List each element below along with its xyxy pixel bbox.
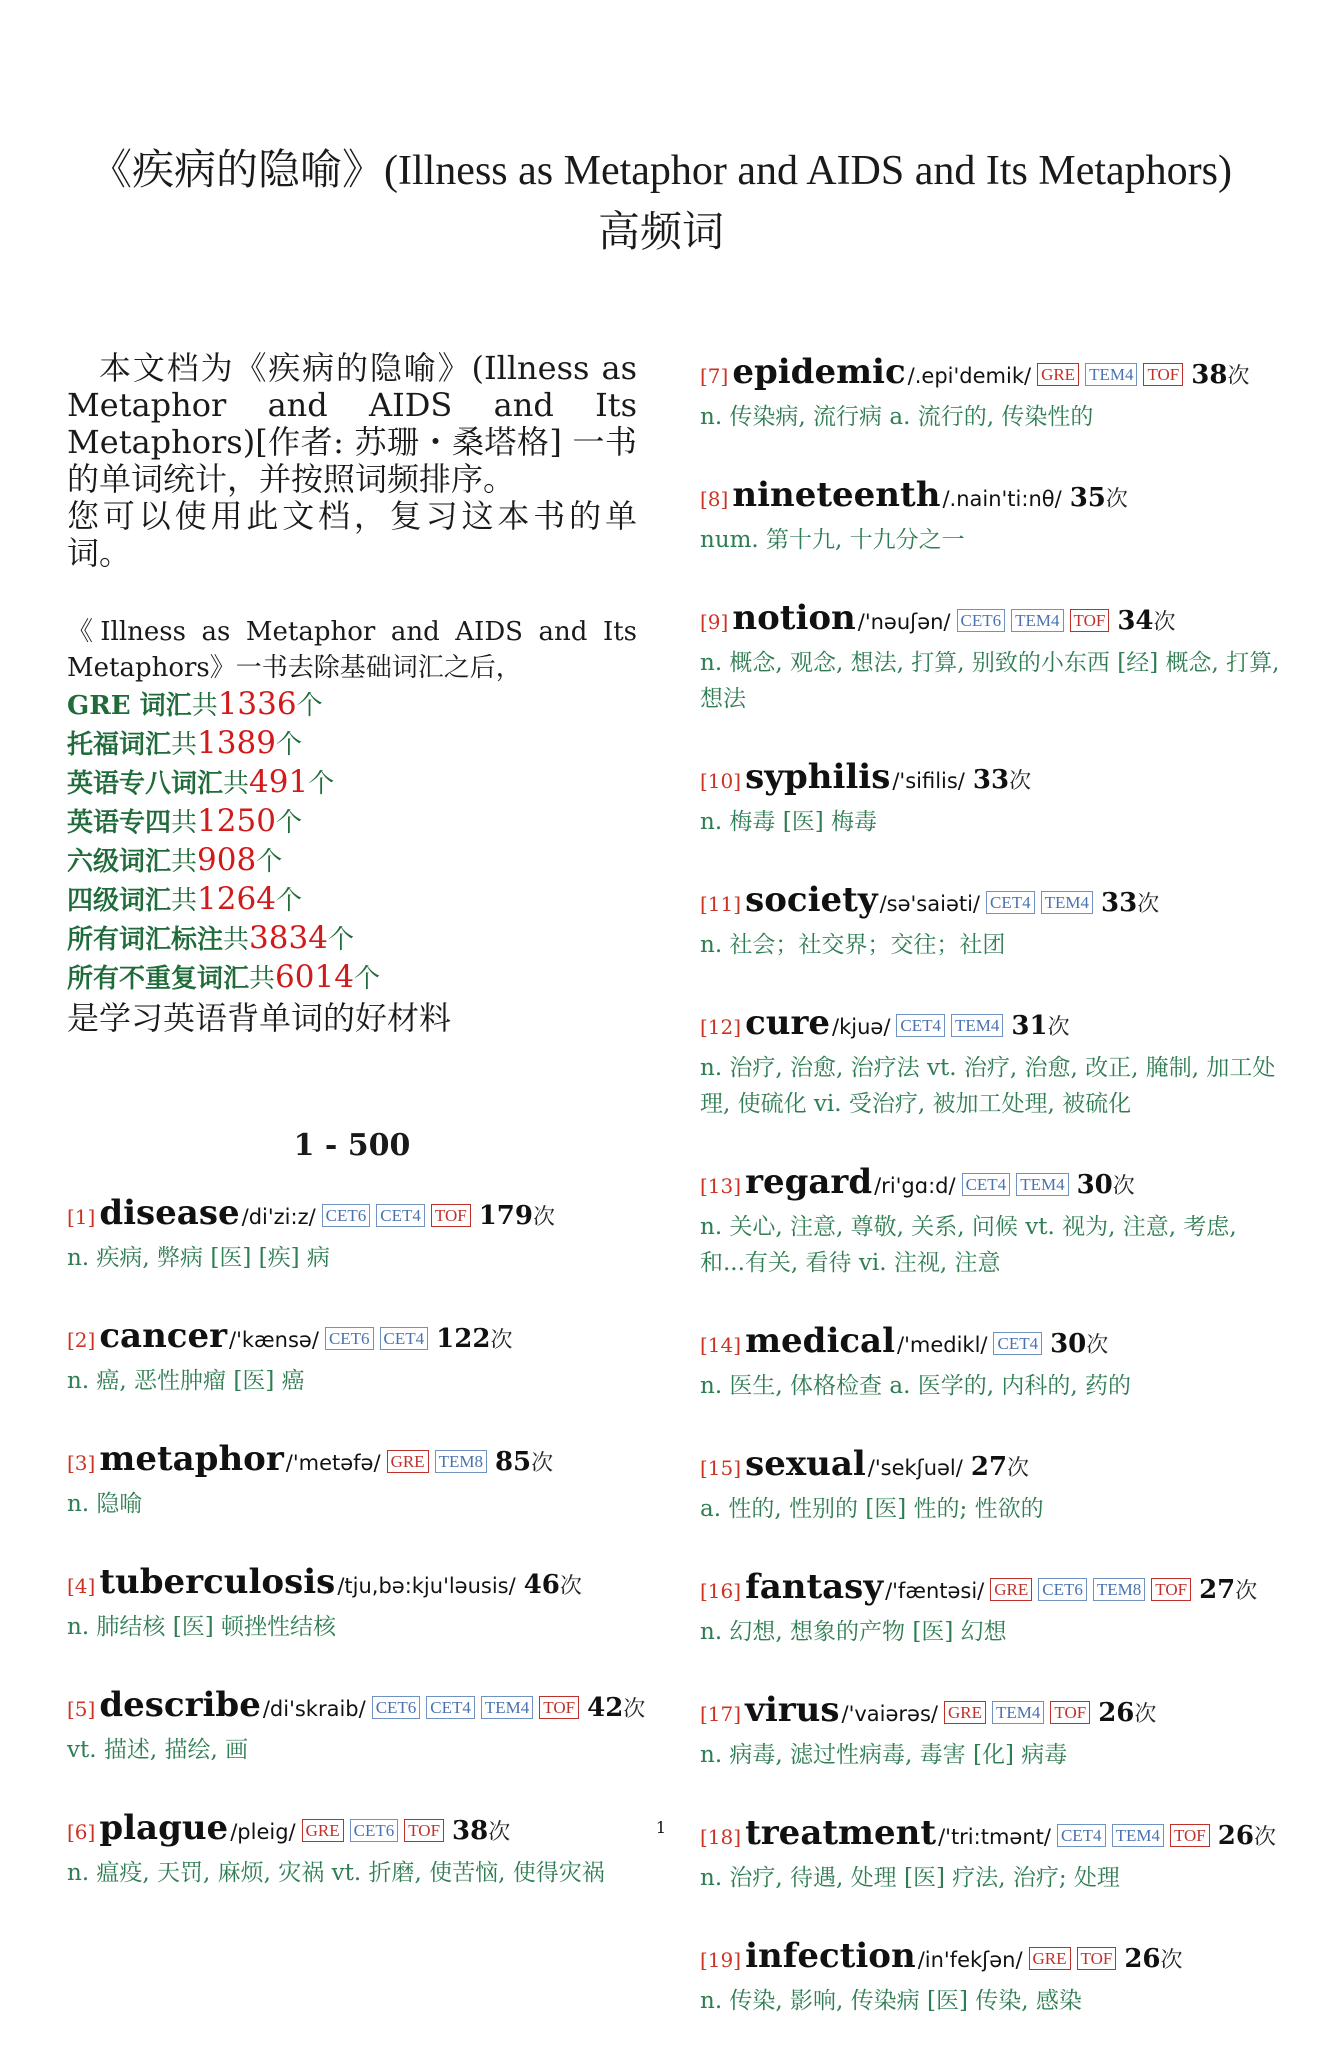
entry-tag-badge: TOF: [539, 1696, 579, 1719]
entry-tag-badge: CET4: [962, 1173, 1011, 1196]
entry-tag-badge: CET4: [896, 1014, 945, 1037]
entry-definition: num. 第十九, 十九分之一: [700, 527, 965, 553]
entry-count-unit: 次: [1160, 1948, 1183, 1973]
word-entry: [67, 1683, 646, 1768]
entry-head: [67, 1683, 646, 1732]
entry-tag-badge: GRE: [1037, 363, 1079, 386]
right-entry-list: [700, 350, 1280, 2019]
entry-tag-badge: CET4: [1057, 1824, 1106, 1847]
stat-unit: 个: [327, 925, 354, 955]
entry-pronunciation: /'sekʃuəl/: [867, 1456, 963, 1480]
word-entry: [700, 1934, 1280, 2019]
entry-count: 26: [1098, 1698, 1135, 1728]
entry-tag-badge: GRE: [1029, 1947, 1071, 1970]
entry-tag-badge: TEM4: [992, 1701, 1044, 1724]
entry-count-unit: 次: [1112, 1174, 1135, 1199]
entry-tag-badge: GRE: [944, 1701, 986, 1724]
entry-count: 30: [1076, 1170, 1113, 1200]
entry-word: tuberculosis: [99, 1562, 336, 1602]
entry-definition: n. 传染病, 流行病 a. 流行的, 传染性的: [700, 404, 1094, 430]
entry-count: 35: [1069, 483, 1106, 513]
entry-tag-badge: TOF: [1050, 1701, 1090, 1724]
entry-head: [67, 1314, 637, 1363]
entry-index: [13]: [700, 1174, 742, 1198]
entry-index: [1]: [67, 1205, 96, 1229]
entry-head: [700, 473, 1280, 522]
word-entry: [67, 1191, 637, 1276]
entry-tag-badge: TEM4: [951, 1014, 1003, 1037]
entry-index: [17]: [700, 1702, 742, 1726]
entry-tag-badge: CET6: [1038, 1578, 1087, 1601]
entry-tag-badge: CET4: [986, 891, 1035, 914]
word-entry: [700, 1688, 1280, 1773]
page-number: 1: [655, 1818, 667, 1837]
entry-count: 179: [478, 1201, 533, 1231]
entry-count-unit: 次: [1007, 1456, 1030, 1481]
entry-index: [2]: [67, 1328, 96, 1352]
stat-label: 所有不重复词汇: [67, 964, 250, 994]
stat-row: [67, 803, 637, 842]
entry-definition: n. 肺结核 [医] 顿挫性结核: [67, 1614, 337, 1640]
stat-unit: 个: [256, 847, 283, 877]
entry-count-unit: 次: [1047, 1015, 1070, 1040]
entry-word: infection: [745, 1936, 916, 1976]
stat-unit: 个: [308, 769, 335, 799]
closing-line: 是学习英语背单词的好材料: [67, 999, 452, 1037]
entry-head: [700, 596, 1280, 645]
entry-index: [16]: [700, 1579, 742, 1603]
entry-pronunciation: /'vaiərəs/: [841, 1702, 938, 1726]
book-line: 《Illness as Metaphor and AIDS and Its Metaphors》一书去除基础词汇之后，: [67, 617, 637, 683]
document-title: [0, 140, 1322, 264]
entry-count: 27: [1199, 1575, 1236, 1605]
stat-row: [67, 725, 637, 764]
entry-count: 85: [494, 1447, 532, 1477]
entry-head: [700, 1442, 1280, 1491]
entry-count: 46: [523, 1570, 560, 1600]
stat-mid: 共: [171, 730, 198, 760]
entry-count-unit: 次: [1105, 487, 1128, 512]
stats-list: [67, 686, 637, 998]
entry-definition: a. 性的, 性别的 [医] 性的; 性欲的: [700, 1496, 1044, 1522]
entry-tag-badge: CET4: [426, 1696, 475, 1719]
stat-mid: 共: [191, 691, 218, 721]
word-entry: [67, 1437, 637, 1522]
stat-label: GRE 词汇: [67, 691, 192, 721]
entry-index: [8]: [700, 487, 729, 511]
entry-pronunciation: /'nəuʃən/: [857, 610, 951, 634]
stat-label: 四级词汇: [67, 886, 172, 916]
entry-word: fantasy: [745, 1567, 884, 1607]
entry-definition: n. 传染, 影响, 传染病 [医] 传染, 感染: [700, 1988, 1082, 2014]
word-entry: [700, 1319, 1280, 1404]
entry-count-unit: 次: [1009, 769, 1032, 794]
entry-index: [9]: [700, 610, 729, 634]
entry-tag-badge: TOF: [1077, 1947, 1117, 1970]
entry-definition: n. 癌, 恶性肿瘤 [医] 癌: [67, 1368, 305, 1394]
stat-mid: 共: [223, 769, 250, 799]
entry-count: 26: [1124, 1944, 1161, 1974]
entry-definition: n. 医生, 体格检查 a. 医学的, 内科的, 药的: [700, 1373, 1131, 1399]
entry-tag-badge: TOF: [431, 1204, 471, 1227]
entry-pronunciation: /di'skraib/: [262, 1697, 366, 1721]
entry-pronunciation: /.epi'demik/: [907, 364, 1032, 388]
word-entry: [67, 1560, 637, 1645]
entry-pronunciation: /'kænsə/: [229, 1328, 319, 1352]
entry-head: [700, 878, 1280, 927]
entry-pronunciation: /pleig/: [230, 1820, 296, 1844]
stat-mid: 共: [171, 808, 198, 838]
entry-definition: n. 概念, 观念, 想法, 打算, 别致的小东西 [经] 概念, 打算, 想法: [700, 650, 1280, 712]
entry-tag-badge: TEM4: [1016, 1173, 1068, 1196]
word-entry: [700, 878, 1280, 963]
entry-pronunciation: /sə'saiəti/: [879, 892, 981, 916]
stat-count: 3834: [249, 920, 328, 956]
entry-head: [700, 1688, 1280, 1737]
entry-count: 33: [972, 765, 1010, 795]
entry-index: [19]: [700, 1948, 742, 1972]
entry-count-unit: 次: [1086, 1333, 1109, 1358]
stats-block: [67, 614, 637, 1038]
entry-pronunciation: /kjuə/: [832, 1015, 891, 1039]
entry-tag-badge: TEM4: [1011, 609, 1063, 632]
entry-head: [700, 1160, 1280, 1209]
entry-count-unit: 次: [1153, 610, 1176, 635]
entry-head: [67, 1560, 637, 1609]
entry-word: nineteenth: [732, 475, 941, 515]
entry-tag-badge: TEM4: [1085, 363, 1137, 386]
title-line-1: 《疾病的隐喻》(Illness as Metaphor and AIDS and Its Metaphors): [90, 148, 1232, 194]
stat-mid: 共: [171, 847, 198, 877]
entry-count: 42: [587, 1693, 624, 1723]
stat-label: 英语专四: [67, 808, 172, 838]
entry-count: 34: [1117, 606, 1154, 636]
stat-count: 908: [197, 842, 257, 878]
word-entry: [700, 473, 1280, 558]
entry-pronunciation: /'tri:tmənt/: [938, 1825, 1051, 1849]
entry-index: [12]: [700, 1015, 742, 1039]
entry-pronunciation: /di'zi:z/: [241, 1205, 316, 1229]
entry-tag-badge: TEM8: [1093, 1578, 1145, 1601]
entry-count: 38: [1191, 360, 1228, 390]
entry-pronunciation: /'fæntəsi/: [885, 1579, 985, 1603]
entry-tag-badge: CET6: [325, 1327, 374, 1350]
stat-count: 1336: [217, 686, 297, 722]
entry-pronunciation: /in'fekʃən/: [917, 1948, 1023, 1972]
entry-tag-badge: CET6: [350, 1819, 399, 1842]
entry-tag-badge: TEM8: [435, 1450, 487, 1473]
entry-count-unit: 次: [490, 1328, 513, 1353]
stat-count: 491: [249, 764, 309, 800]
stat-mid: 共: [223, 925, 250, 955]
entry-word: plague: [99, 1808, 229, 1848]
entry-definition: n. 隐喻: [67, 1491, 143, 1517]
entry-definition: n. 梅毒 [医] 梅毒: [700, 809, 878, 835]
entry-word: syphilis: [745, 757, 891, 797]
entry-count: 26: [1217, 1821, 1254, 1851]
entry-word: disease: [99, 1193, 240, 1233]
entry-count: 33: [1101, 888, 1138, 918]
entry-tag-badge: TOF: [1143, 363, 1183, 386]
entry-index: [6]: [67, 1820, 96, 1844]
entry-count-unit: 次: [1253, 1825, 1276, 1850]
entry-index: [3]: [67, 1451, 96, 1475]
entry-word: regard: [745, 1162, 873, 1202]
entry-head: [700, 1934, 1280, 1983]
word-entry: [700, 1001, 1280, 1122]
entry-count-unit: 次: [559, 1574, 582, 1599]
entry-count-unit: 次: [531, 1451, 554, 1476]
entry-head: [67, 1191, 637, 1240]
entry-pronunciation: /tju,bə:kju'ləusis/: [337, 1574, 516, 1598]
entry-count-unit: 次: [1134, 1702, 1157, 1727]
entry-tag-badge: CET6: [957, 609, 1006, 632]
entry-count: 30: [1050, 1329, 1087, 1359]
entry-tag-badge: TOF: [1070, 609, 1110, 632]
entry-head: [700, 755, 1280, 804]
entry-index: [15]: [700, 1456, 742, 1480]
entry-word: virus: [745, 1690, 840, 1730]
entry-definition: n. 瘟疫, 天罚, 麻烦, 灾祸 vt. 折磨, 使苦恼, 使得灾祸: [67, 1860, 605, 1886]
entry-definition: n. 关心, 注意, 尊敬, 关系, 问候 vt. 视为, 注意, 考虑, 和...有关, 看待 vi. 注视, 注意: [700, 1214, 1237, 1276]
entry-word: cure: [745, 1003, 831, 1043]
entry-tag-badge: CET6: [322, 1204, 371, 1227]
entry-index: [14]: [700, 1333, 742, 1357]
entry-pronunciation: /'sifilis/: [892, 769, 965, 793]
right-column: [700, 350, 1280, 2057]
entry-word: describe: [99, 1685, 261, 1725]
entry-index: [5]: [67, 1697, 96, 1721]
stat-row: [67, 881, 637, 920]
stat-mid: 共: [249, 964, 276, 994]
entry-tag-badge: CET6: [372, 1696, 421, 1719]
entry-word: notion: [732, 598, 856, 638]
stat-label: 英语专八词汇: [67, 769, 224, 799]
stat-row: [67, 764, 637, 803]
stat-count: 1250: [197, 803, 276, 839]
stat-count: 1389: [197, 725, 276, 761]
entry-tag-badge: CET4: [993, 1332, 1042, 1355]
stat-count: 1264: [197, 881, 276, 917]
entry-word: metaphor: [99, 1439, 284, 1479]
entry-count-unit: 次: [1137, 892, 1160, 917]
title-line-2: 高频词: [597, 210, 724, 256]
entry-head: [700, 350, 1280, 399]
entry-definition: n. 社会；社交界；交往；社团: [700, 932, 1006, 958]
entry-word: society: [745, 880, 878, 920]
entry-pronunciation: /.nain'ti:nθ/: [942, 487, 1062, 511]
stat-unit: 个: [275, 808, 302, 838]
intro-description: 本文档为《疾病的隐喻》(Illness as Metaphor and AIDS and Its Metaphors)[作者: 苏珊・桑塔格] 一书的单词统计，并按照词频排序。: [67, 349, 637, 498]
word-entry: [700, 755, 1280, 840]
entry-definition: n. 治疗, 待遇, 处理 [医] 疗法, 治疗; 处理: [700, 1865, 1120, 1891]
entry-head: [700, 1001, 1280, 1050]
stat-row: [67, 686, 637, 725]
entry-tag-badge: GRE: [990, 1578, 1032, 1601]
entry-word: medical: [745, 1321, 896, 1361]
entry-tag-badge: TEM4: [481, 1696, 533, 1719]
word-entry: [700, 350, 1280, 435]
entry-count: 122: [436, 1324, 491, 1354]
entry-count-unit: 次: [623, 1697, 646, 1722]
entry-word: sexual: [745, 1444, 866, 1484]
stat-row: [67, 920, 637, 959]
entry-count-unit: 次: [1227, 364, 1250, 389]
entry-tag-badge: TOF: [1151, 1578, 1191, 1601]
stat-row: [67, 959, 637, 998]
stat-unit: 个: [296, 691, 323, 721]
entry-count-unit: 次: [1235, 1579, 1258, 1604]
intro-usage: 您可以使用此文档，复习这本书的单词。: [67, 497, 637, 572]
stat-row: [67, 842, 637, 881]
entry-tag-badge: CET4: [380, 1327, 429, 1350]
entry-count: 38: [452, 1816, 489, 1846]
entry-definition: n. 疾病, 弊病 [医] [疾] 病: [67, 1245, 330, 1271]
entry-index: [18]: [700, 1825, 742, 1849]
stat-unit: 个: [275, 886, 302, 916]
intro-paragraph: [67, 350, 637, 572]
entry-tag-badge: GRE: [302, 1819, 344, 1842]
left-column: [67, 349, 646, 1929]
entry-definition: n. 幻想, 想象的产物 [医] 幻想: [700, 1619, 1007, 1645]
entry-word: epidemic: [732, 352, 906, 392]
stat-label: 托福词汇: [67, 730, 172, 760]
entry-tag-badge: TOF: [1170, 1824, 1210, 1847]
entry-pronunciation: /'metəfə/: [285, 1451, 381, 1475]
entry-definition: vt. 描述, 描绘, 画: [67, 1737, 249, 1763]
entry-index: [4]: [67, 1574, 96, 1598]
entry-count: 27: [970, 1452, 1008, 1482]
stat-label: 六级词汇: [67, 847, 172, 877]
entry-index: [10]: [700, 769, 742, 793]
word-entry: [700, 1565, 1280, 1650]
entry-tag-badge: GRE: [387, 1450, 429, 1473]
stat-unit: 个: [353, 964, 380, 994]
entry-count-unit: 次: [488, 1820, 511, 1845]
stat-unit: 个: [275, 730, 302, 760]
left-entry-list: [67, 1191, 646, 1891]
entry-definition: n. 病毒, 滤过性病毒, 毒害 [化] 病毒: [700, 1742, 1068, 1768]
entry-pronunciation: /ri'gɑ:d/: [874, 1174, 956, 1198]
stat-label: 所有词汇标注: [67, 925, 224, 955]
entry-pronunciation: /'medikl/: [897, 1333, 988, 1357]
word-entry: [700, 596, 1280, 717]
entry-head: [700, 1319, 1280, 1368]
word-entry: [700, 1160, 1280, 1281]
entry-tag-badge: TOF: [404, 1819, 444, 1842]
range-heading: 1 - 500: [293, 1128, 411, 1163]
entry-word: cancer: [99, 1316, 228, 1356]
entry-head: [700, 1565, 1280, 1614]
entry-tag-badge: CET4: [376, 1204, 425, 1227]
entry-count: 31: [1011, 1011, 1048, 1041]
entry-definition: n. 治疗, 治愈, 治疗法 vt. 治疗, 治愈, 改正, 腌制, 加工处理, 使硫化 vi. 受治疗, 被加工处理, 被硫化: [700, 1055, 1276, 1117]
stat-mid: 共: [171, 886, 198, 916]
entry-index: [11]: [700, 892, 742, 916]
stat-count: 6014: [275, 959, 354, 995]
word-entry: [700, 1442, 1280, 1527]
entry-tag-badge: TEM4: [1041, 891, 1093, 914]
entry-index: [7]: [700, 364, 729, 388]
entry-count-unit: 次: [532, 1205, 555, 1230]
entry-word: treatment: [745, 1813, 937, 1853]
word-entry: [67, 1314, 637, 1399]
entry-tag-badge: TEM4: [1112, 1824, 1164, 1847]
entry-head: [67, 1437, 637, 1486]
